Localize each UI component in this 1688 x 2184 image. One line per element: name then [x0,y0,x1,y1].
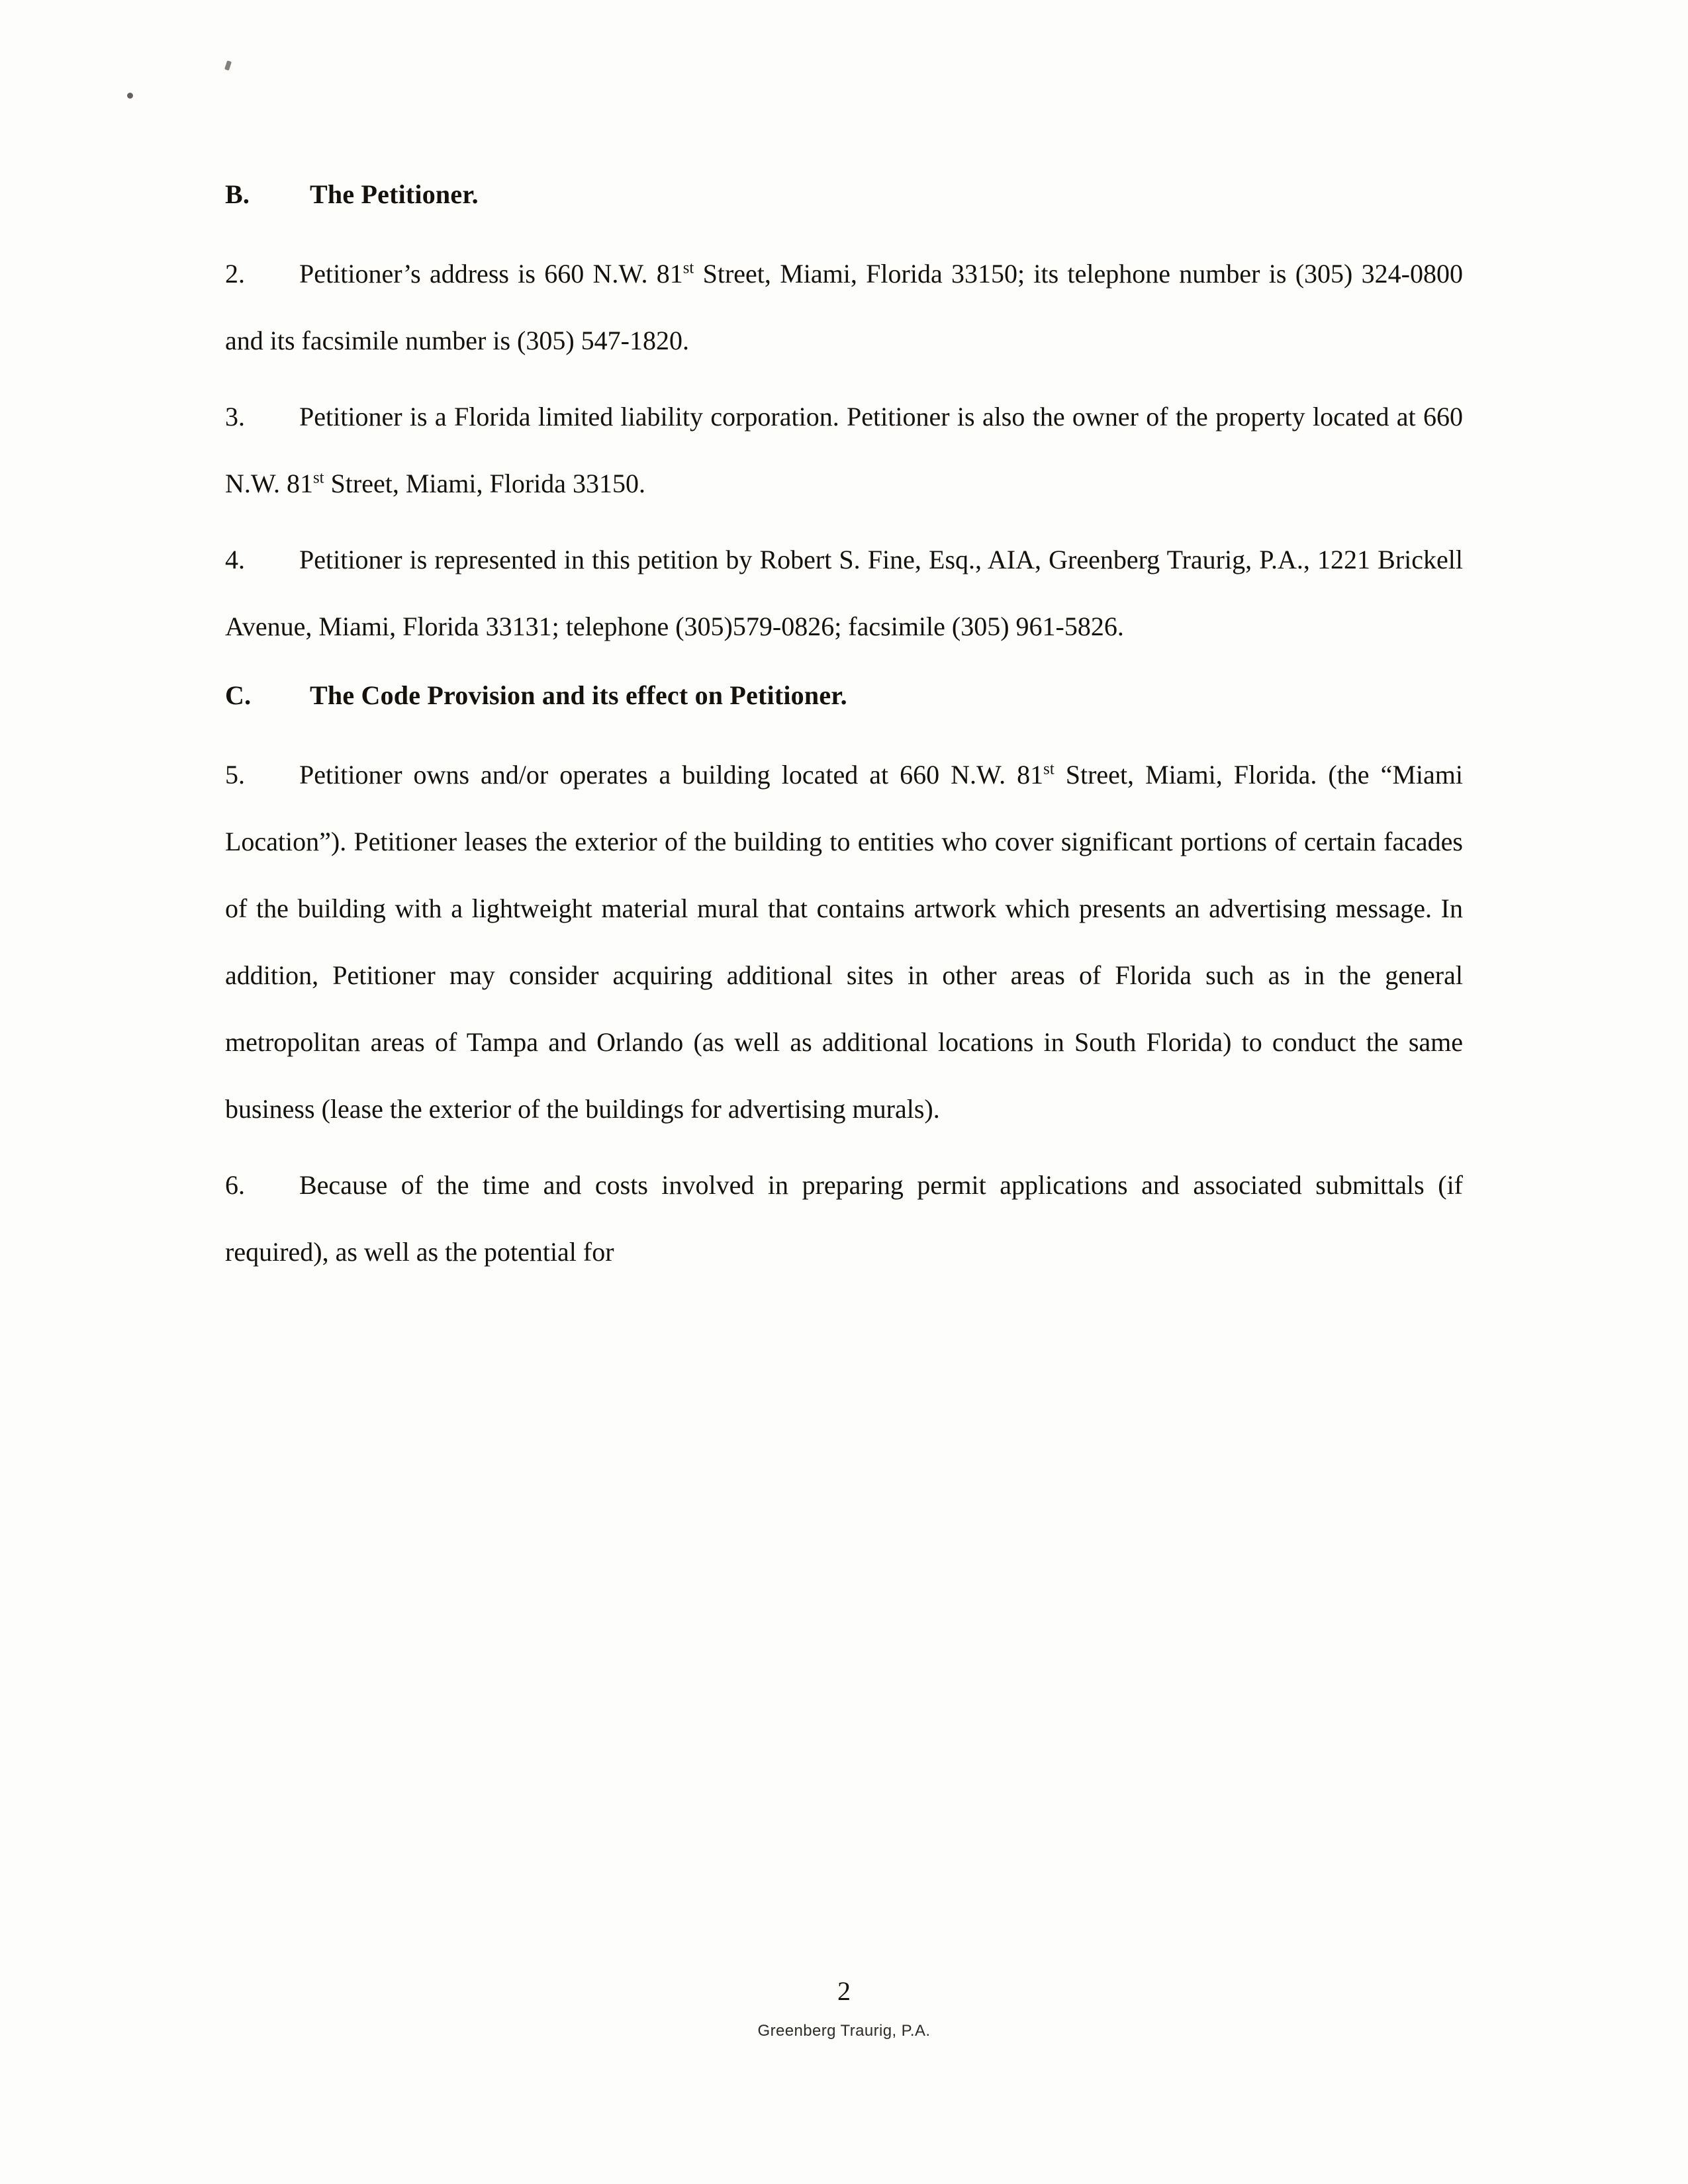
paragraph-3-text-a: Petitioner is a Florida limited liability corporation. Petitioner is also the owner of the property located at 660 N.W. 81 [225,402,1463,498]
paragraph-5-number: 5. [225,760,245,790]
paragraph-5 [225,741,1463,1142]
paragraph-6-number: 6. [225,1170,245,1200]
paragraph-6-text-a: Because of the time and costs involved in preparing permit applications and associated submittals (if required), as well as the potential for [225,1170,1463,1267]
paragraph-2-number: 2. [225,259,245,289]
paragraph-2 [225,240,1463,374]
scan-artifact-mark [224,60,232,70]
scan-artifact-dot [127,93,133,99]
paragraph-3-superscript: st [312,469,324,487]
paragraph-3-number: 3. [225,402,245,432]
section-heading-b [225,179,1463,210]
page-number: 2 [837,1976,851,2006]
paragraph-2-text-a: Petitioner’s address is 660 N.W. 81 [299,259,683,289]
paragraph-2-superscript: st [682,259,694,277]
paragraph-3-text-b: Street, Miami, Florida 33150. [324,469,646,498]
paragraph-4 [225,526,1463,660]
footer-firm-name: Greenberg Traurig, P.A. [757,2022,931,2040]
paragraph-5-superscript: st [1043,760,1055,778]
paragraph-4-text-a: Petitioner is represented in this petition by Robert S. Fine, Esq., AIA, Greenberg Traurig, P.A., 1221 Brickell Avenue, Miami, Florida 33131; telephone (305)579-0826; facsimile (305) 961-5826. [225,545,1463,641]
paragraph-5-text-a: Petitioner owns and/or operates a building located at 660 N.W. 81 [299,760,1044,790]
paragraph-5-text-b: Street, Miami, Florida. (the “Miami Location”). Petitioner leases the exterior of the building to entities who cover significant portions of certain facades of the building with a lightweight material mural that contains artwork which presents an advertising message. In addition, Petitioner may consider acquiring additional sites in other areas of Florida such as in the general metropolitan areas of Tampa and Orlando (as well as additional locations in South Florida) to conduct the same business (lease the exterior of the buildings for advertising murals). [225,760,1463,1124]
paragraph-3 [225,383,1463,517]
section-title-c: The Code Provision and its effect on Petitioner. [310,680,847,710]
section-label-b: B. [225,179,250,209]
section-heading-c [225,680,1463,711]
paragraph-4-number: 4. [225,545,245,574]
document-body [225,179,1463,1295]
paragraph-2-text-b: Street, Miami, Florida 33150; its telephone number is (305) 324-0800 and its facsimile number is (305) 547-1820. [225,259,1463,355]
section-title-b: The Petitioner. [310,179,479,209]
section-label-c: C. [225,680,252,710]
paragraph-6 [225,1152,1463,1285]
